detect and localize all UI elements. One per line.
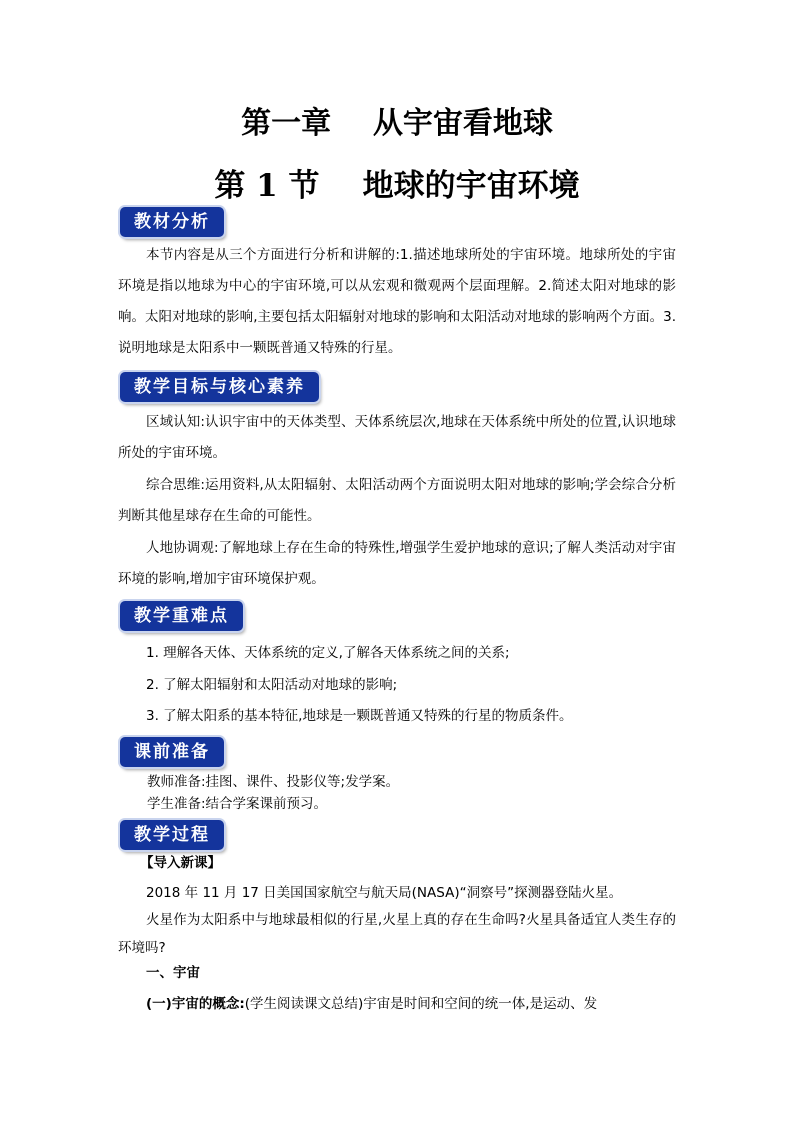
concept-text: (学生阅读课文总结)宇宙是时间和空间的统一体,是运动、发 bbox=[244, 996, 598, 1012]
student-preparation: 学生准备:结合学案课前预习。 bbox=[147, 796, 328, 812]
key-point-item: 2. 了解太阳辐射和太阳活动对地球的影响; bbox=[146, 677, 398, 693]
intro-line: 2018 年 11 月 17 日美国国家航空与航天局(NASA)“洞察号”探测器登陆火星。 bbox=[146, 885, 623, 901]
analysis-paragraph: 本节内容是从三个方面进行分析和讲解的:1.描述地球所处的宇宙环境。地球所处的宇宙环境是指以地球为中心的宇宙环境,可以从宏观和微观两个层面理解。2.简述太阳对地球的影响。太阳对地球的影响,主要包括太阳辐射对地球的影响和太阳活动对地球的影响两个方面。3.说明地球是太阳系中一颗既普通又特殊的行星。 bbox=[118, 247, 676, 356]
goal-item: 区域认知:认识宇宙中的天体类型、天体系统层次,地球在天体系统中所处的位置,认识地球所处的宇宙环境。 bbox=[118, 414, 676, 461]
key-point-item: 3. 了解太阳系的基本特征,地球是一颗既普通又特殊的行星的物质条件。 bbox=[146, 708, 573, 724]
teacher-preparation: 教师准备:挂图、课件、投影仪等;发学案。 bbox=[147, 774, 400, 790]
universe-subheading: 一、宇宙 bbox=[146, 965, 200, 981]
preparation-heading-badge: 课前准备 bbox=[120, 737, 224, 767]
section-title: 第 1 节 地球的宇宙环境 bbox=[214, 168, 580, 204]
intro-question: 火星作为太阳系中与地球最相似的行星,火星上真的存在生命吗?火星具备适宜人类生存的环境吗? bbox=[118, 912, 676, 956]
goal-item: 综合思维:运用资料,从太阳辐射、太阳活动两个方面说明太阳对地球的影响;学会综合分析判断其他星球存在生命的可能性。 bbox=[118, 477, 676, 524]
key-point-item: 1. 理解各天体、天体系统的定义,了解各天体系统之间的关系; bbox=[146, 645, 510, 661]
goals-heading-badge: 教学目标与核心素养 bbox=[120, 372, 319, 402]
key-points-heading-badge: 教学重难点 bbox=[120, 601, 243, 631]
chapter-title: 第一章 从宇宙看地球 bbox=[241, 106, 553, 141]
concept-label: (一)宇宙的概念: bbox=[146, 996, 245, 1012]
analysis-heading-badge: 教材分析 bbox=[120, 207, 224, 237]
concept-line bbox=[146, 994, 706, 1014]
intro-label: 【导入新课】 bbox=[140, 855, 221, 871]
goal-item: 人地协调观:了解地球上存在生命的特殊性,增强学生爱护地球的意识;了解人类活动对宇宙环境的影响,增加宇宙环境保护观。 bbox=[118, 540, 676, 587]
process-heading-badge: 教学过程 bbox=[120, 820, 224, 850]
